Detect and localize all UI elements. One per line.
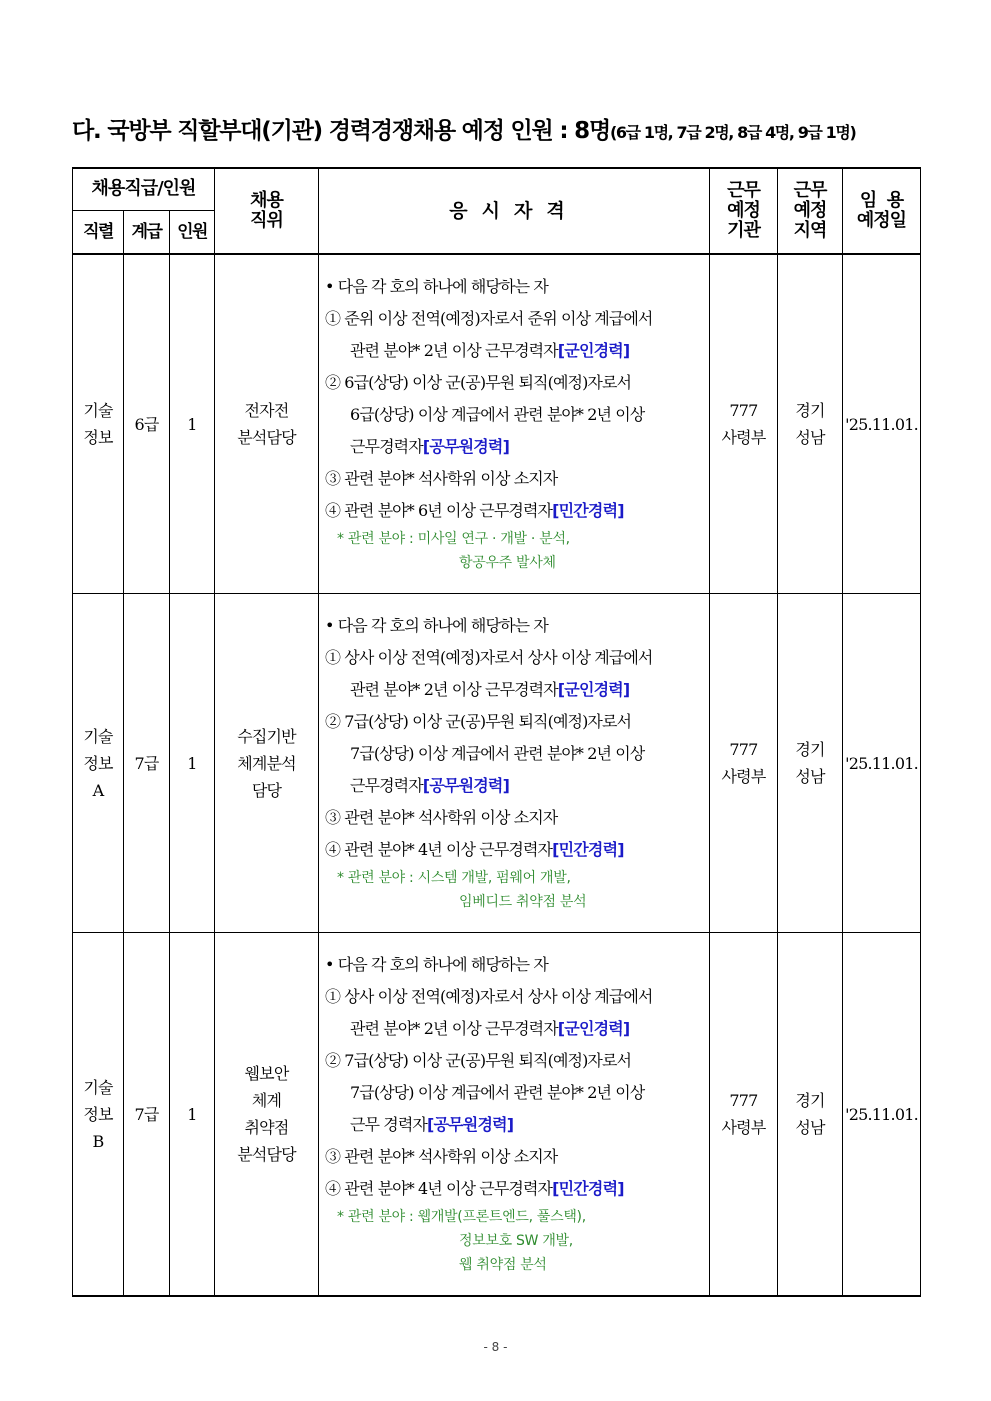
cell-count: 1	[170, 933, 215, 1297]
header-jobtype: 직렬	[73, 210, 124, 254]
title-main: 다. 국방부 직할부대(기관) 경력경쟁채용 예정 인원 : 8명	[72, 118, 610, 144]
note: * 관련 분야 : 웹개발(프론트엔드, 풀스택), 정보보호 SW 개발, 웹 취약점 분석	[337, 1209, 586, 1273]
header-grade: 계급	[124, 210, 170, 254]
header-qualifications: 응시자격	[319, 168, 710, 254]
recruitment-table	[72, 167, 921, 1297]
cell-grade: 6급	[124, 254, 170, 594]
header-agency: 근무 예정 기관	[710, 168, 778, 254]
note: * 관련 분야 : 미사일 연구 · 개발 · 분석, 항공우주 발사체	[337, 531, 570, 571]
cell-region: 경기 성남	[778, 254, 843, 594]
cell-agency: 777 사령부	[710, 594, 778, 933]
header-region: 근무 예정 지역	[778, 168, 843, 254]
header-group: 채용직급/인원	[73, 168, 215, 210]
cell-qualifications: • 다음 각 호의 하나에 해당하는 자 ① 상사 이상 전역(예정)자로서 상사 이상 계급에서 관련 분야* 2년 이상 근무경력자[군인경력] ② 7급(상당) 이상 군(공)무원 퇴직(예정)자로서 7급(상당) 이상 계급에서 관련 분야* 2년 이상 근무경력자[공무원경력] ③ 관련 분야* 석사학위 이상 소지자 ④ 관련 분야* 4년 이상 근무경력자[민간경력] * 관련 분야 : 시스템 개발, 펌웨어 개발, 임베디드 취약점 분석	[319, 594, 710, 933]
table-row	[73, 254, 921, 594]
page-number: - 8 -	[483, 1340, 508, 1354]
header-position: 채용 직위	[215, 168, 319, 254]
cell-grade: 7급	[124, 594, 170, 933]
cell-position: 수집기반 체계분석 담당	[215, 594, 319, 933]
note: * 관련 분야 : 시스템 개발, 펌웨어 개발, 임베디드 취약점 분석	[337, 870, 587, 910]
cell-agency: 777 사령부	[710, 254, 778, 594]
cell-position: 전자전 분석담당	[215, 254, 319, 594]
cell-jobtype: 기술 정보 B	[73, 933, 124, 1297]
cell-agency: 777 사령부	[710, 933, 778, 1297]
cell-position: 웹보안 체계 취약점 분석담당	[215, 933, 319, 1297]
cell-jobtype: 기술 정보 A	[73, 594, 124, 933]
header-date: 임 용 예정일	[843, 168, 921, 254]
header-count: 인원	[170, 210, 215, 254]
cell-date: '25.11.01.	[843, 254, 921, 594]
cell-date: '25.11.01.	[843, 933, 921, 1297]
table-row	[73, 933, 921, 1297]
cell-region: 경기 성남	[778, 594, 843, 933]
cell-count: 1	[170, 594, 215, 933]
cell-count: 1	[170, 254, 215, 594]
cell-region: 경기 성남	[778, 933, 843, 1297]
cell-grade: 7급	[124, 933, 170, 1297]
cell-qualifications: • 다음 각 호의 하나에 해당하는 자 ① 상사 이상 전역(예정)자로서 상사 이상 계급에서 관련 분야* 2년 이상 근무경력자[군인경력] ② 7급(상당) 이상 군(공)무원 퇴직(예정)자로서 7급(상당) 이상 계급에서 관련 분야* 2년 이상 근무 경력자[공무원경력] ③ 관련 분야* 석사학위 이상 소지자 ④ 관련 분야* 4년 이상 근무경력자[민간경력] * 관련 분야 : 웹개발(프론트엔드, 풀스택), 정보보호 SW 개발, 웹 취약점 분석	[319, 933, 710, 1297]
cell-qualifications: • 다음 각 호의 하나에 해당하는 자 ① 준위 이상 전역(예정)자로서 준위 이상 계급에서 관련 분야* 2년 이상 근무경력자[군인경력] ② 6급(상당) 이상 군(공)무원 퇴직(예정)자로서 6급(상당) 이상 계급에서 관련 분야* 2년 이상 근무경력자[공무원경력] ③ 관련 분야* 석사학위 이상 소지자 ④ 관련 분야* 6년 이상 근무경력자[민간경력] * 관련 분야 : 미사일 연구 · 개발 · 분석, 항공우주 발사체	[319, 254, 710, 594]
section-title	[72, 112, 932, 145]
cell-date: '25.11.01.	[843, 594, 921, 933]
table-row	[73, 594, 921, 933]
title-sub: (6급 1명, 7급 2명, 8급 4명, 9급 1명)	[610, 123, 856, 142]
cell-jobtype: 기술 정보	[73, 254, 124, 594]
